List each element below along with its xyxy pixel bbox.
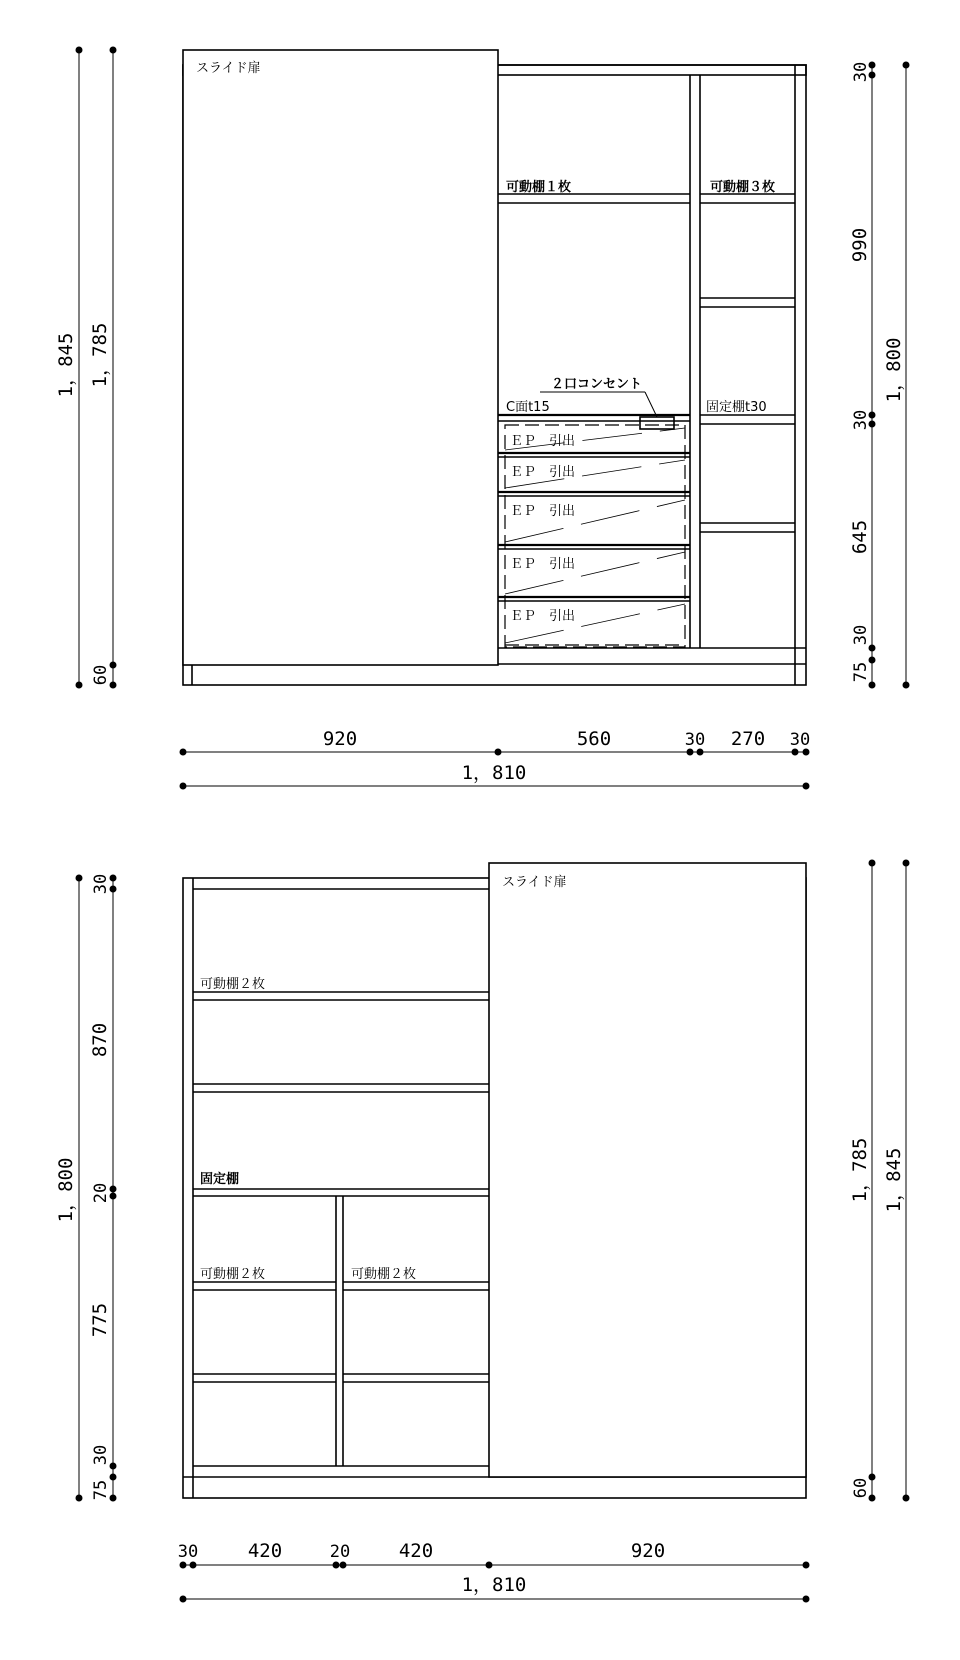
dim-base-bottom: 60	[851, 1477, 871, 1499]
dim-side-bottom: 30	[177, 1542, 199, 1562]
dim-upper-bottom: 870	[89, 1022, 111, 1058]
top-bottom-dimensions	[180, 728, 811, 790]
dim-right-bay: 420	[398, 1540, 434, 1562]
dim-lower-bottom: 775	[89, 1302, 111, 1338]
label-fixed-shelf-bottom: 固定棚	[200, 1172, 240, 1187]
bottom-right-dimensions	[849, 860, 910, 1502]
dim-carcass-height-bottom: 1，800	[55, 1157, 77, 1223]
dim-partition: 30	[684, 730, 706, 750]
dim-overall-width-bottom: 1，810	[461, 1574, 527, 1596]
label-movable-3: 可動棚３枚	[710, 180, 776, 195]
door-label-top: スライド扉	[196, 61, 261, 76]
slide-door-bottom	[489, 863, 806, 1477]
dim-top: 30	[851, 61, 871, 83]
bottom-bottom-dimensions	[178, 1540, 810, 1603]
top-elevation	[55, 47, 910, 790]
dim-plinth: 75	[851, 661, 871, 683]
label-chamfer: C面t15	[506, 400, 550, 415]
top-right-dimensions	[849, 62, 910, 689]
label-movable-1: 可動棚１枚	[506, 180, 572, 195]
dim-plinth-bottom: 75	[91, 1479, 111, 1501]
dim-bottom-shelf: 30	[851, 624, 871, 646]
dim-mid-bottom: 20	[91, 1182, 111, 1204]
dim-door-width-bottom: 920	[630, 1540, 666, 1562]
drawer-label: ＥＰ 引出	[510, 434, 576, 449]
door-label-bottom: スライド扉	[502, 875, 567, 890]
dim-door-height: 1，785	[89, 322, 111, 388]
drawer-label: ＥＰ 引出	[510, 609, 576, 624]
label-movable-2-right: 可動棚２枚	[351, 1267, 417, 1282]
outlet-box	[640, 417, 674, 429]
slide-door-top	[183, 50, 498, 665]
dim-door-width: 920	[322, 728, 358, 750]
outlet-leader	[645, 392, 657, 417]
dim-main-width: 560	[576, 728, 612, 750]
top-left-dimensions	[55, 47, 117, 689]
dim-mid: 30	[851, 409, 871, 431]
dim-bottom-shelf-bottom: 30	[91, 1444, 111, 1466]
dim-overall-width: 1，810	[461, 762, 527, 784]
dim-overall-height: 1，845	[55, 332, 77, 398]
dim-end: 30	[789, 730, 811, 750]
dim-side-width: 270	[730, 728, 766, 750]
dim-upper: 990	[849, 227, 871, 263]
dim-partition-bottom: 20	[329, 1542, 351, 1562]
label-fixed-shelf: 固定棚t30	[706, 400, 767, 415]
dim-base: 60	[91, 664, 111, 686]
label-movable-2-top: 可動棚２枚	[200, 977, 266, 992]
label-movable-2-left: 可動棚２枚	[200, 1267, 266, 1282]
bottom-left-dimensions	[55, 874, 117, 1502]
bottom-elevation	[55, 860, 910, 1603]
dim-carcass-height: 1，800	[883, 337, 905, 403]
dim-overall-height-bottom: 1，845	[883, 1147, 905, 1213]
dim-top-bottom: 30	[91, 873, 111, 895]
dim-door-height-bottom: 1，785	[849, 1137, 871, 1203]
drawer-label: ＥＰ 引出	[510, 557, 576, 572]
label-outlet: ２口コンセント	[551, 377, 643, 392]
drawer-label: ＥＰ 引出	[510, 504, 576, 519]
drawer-label: ＥＰ 引出	[510, 465, 576, 480]
dim-left-bay: 420	[247, 1540, 283, 1562]
dim-lower: 645	[849, 519, 871, 555]
